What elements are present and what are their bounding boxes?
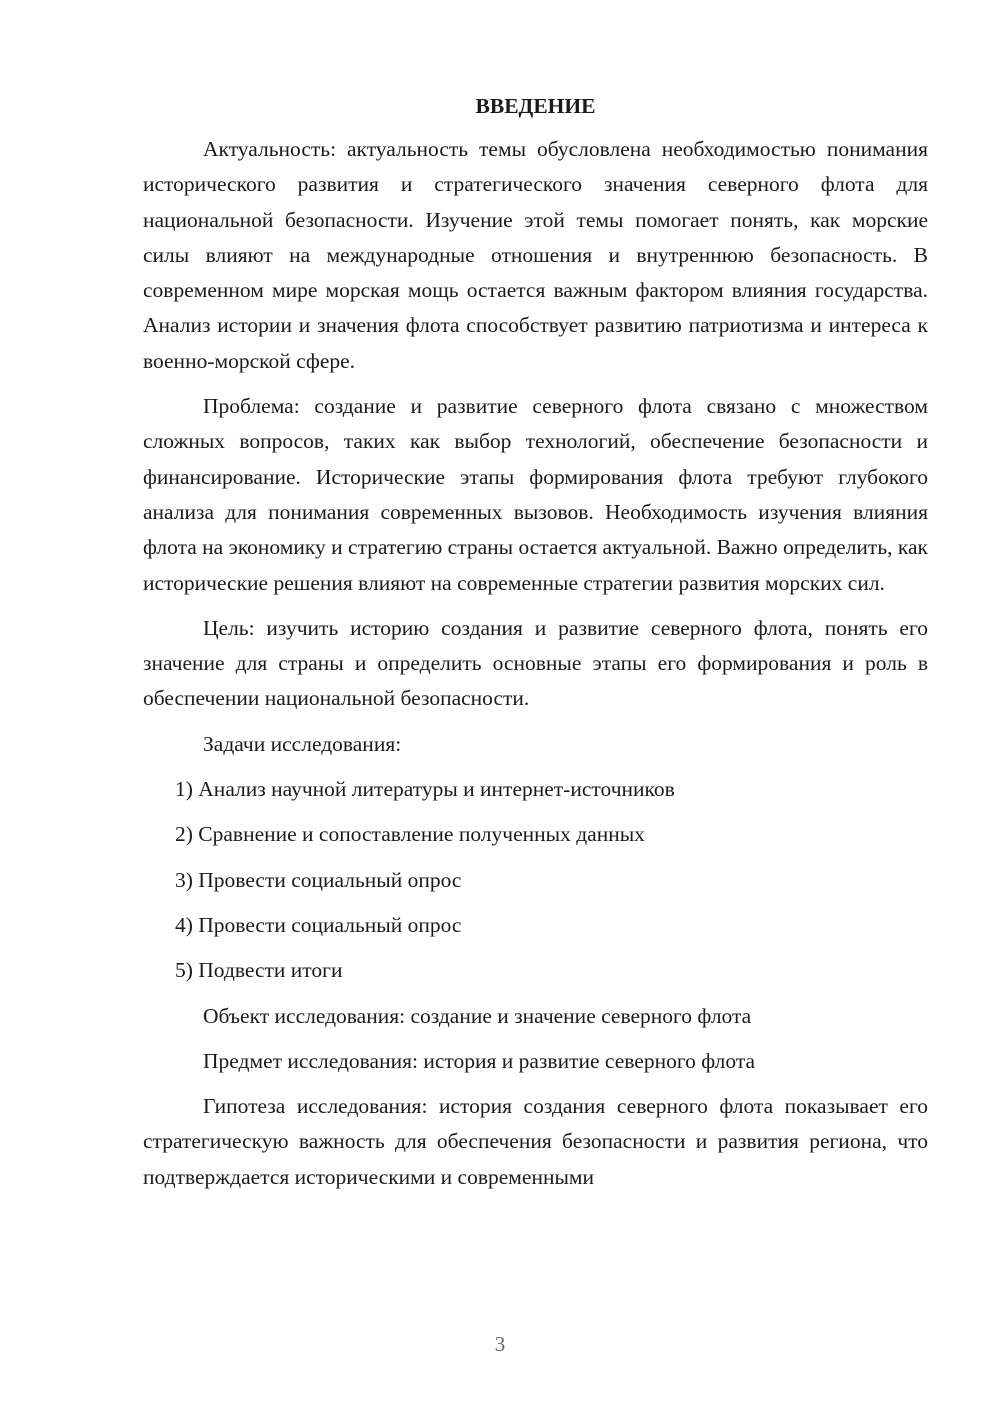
problem-paragraph: Проблема: создание и развитие северного флота связано с множеством сложных вопросов, таких как выбор технологий, обеспечение безопасности и финансирование. Исторические этапы формирования флота требуют глубокого анализа для понимания современных вызовов. Необходимость изучения влияния флота на экономику и стратегию страны остается актуальной. Важно определить, как исторические решения влияют на современные стратегии развития морских сил. (143, 394, 928, 595)
task-item-2: 2) Сравнение и сопоставление полученных данных (175, 822, 645, 847)
task-item-3: 3) Провести социальный опрос (175, 867, 462, 892)
task-list (143, 772, 928, 988)
page-title: ВВЕДЕНИЕ (475, 94, 596, 118)
relevance-paragraph: Актуальность: актуальность темы обусловлена необходимостью понимания исторического развития и стратегического значения северного флота для национальной безопасности. Изучение этой темы помогает понять, как морские силы влияют на международные отношения и внутреннюю безопасность. В современном мире морская мощь остается важным фактором влияния государства. Анализ истории и значения флота способствует развитию патриотизма и интереса к военно-морской сфере. (143, 137, 928, 373)
hypothesis-paragraph: Гипотеза исследования: история создания северного флота показывает его стратегическую важность для обеспечения безопасности и развития региона, что подтверждается историческими и современными (143, 1094, 928, 1189)
task-item-4: 4) Провести социальный опрос (175, 912, 462, 937)
object-paragraph: Объект исследования: создание и значение северного флота (203, 1003, 752, 1028)
tasks-heading: Задачи исследования: (203, 731, 402, 756)
task-item-1: 1) Анализ научной литературы и интернет-источников (175, 777, 675, 802)
task-item-5: 5) Подвести итоги (175, 958, 343, 983)
subject-paragraph: Предмет исследования: история и развитие северного флота (203, 1048, 756, 1073)
goal-paragraph: Цель: изучить историю создания и развитие северного флота, понять его значение для страны и определить основные этапы его формирования и роль в обеспечении национальной безопасности. (143, 615, 928, 711)
document-page (143, 88, 928, 1205)
page-number: 3 (494, 1332, 506, 1356)
